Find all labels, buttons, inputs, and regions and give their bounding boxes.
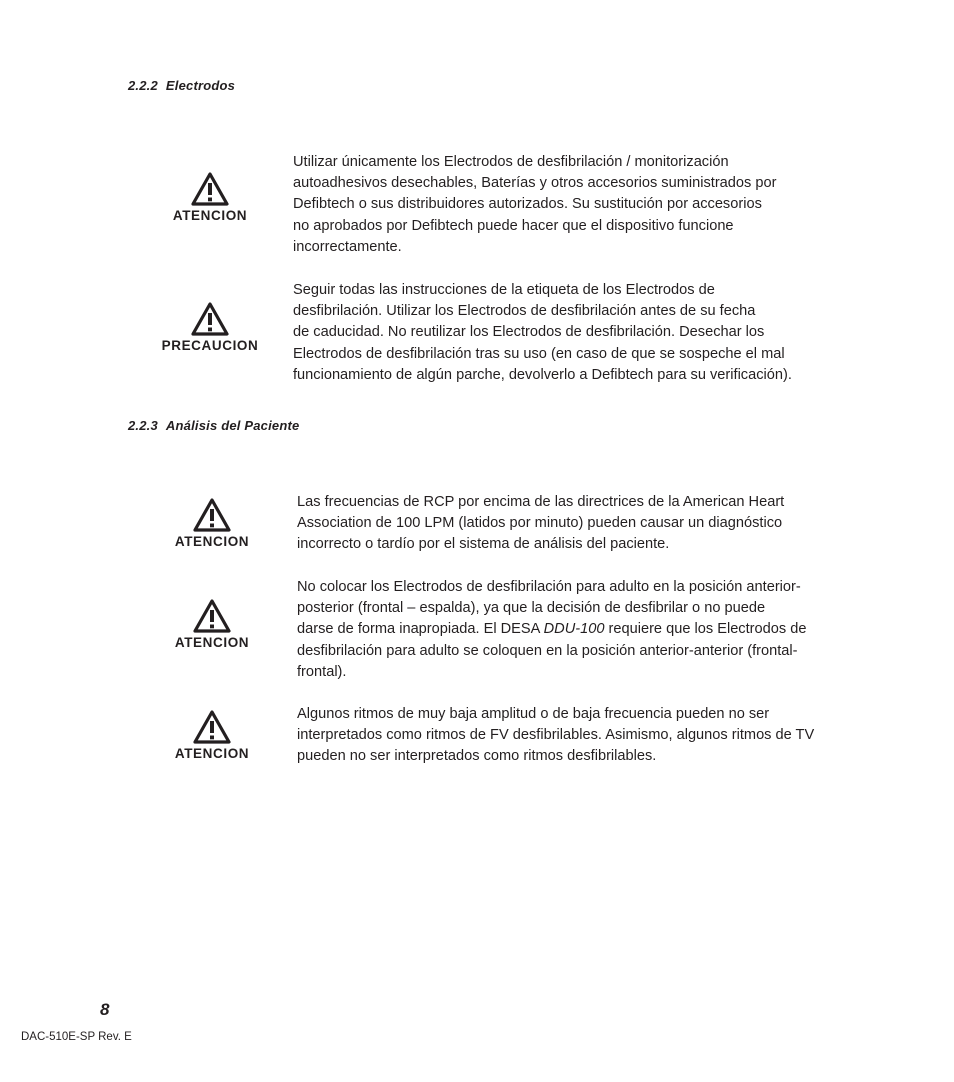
warning-label: ATENCION (174, 534, 250, 549)
warning-block (147, 498, 277, 549)
warning-triangle-icon (193, 710, 231, 744)
text-line: de caducidad. No reutilizar los Electrodos de desfibrilación. Desechar los (293, 324, 765, 341)
text-line: pueden no ser interpretados como ritmos desfibrilables. (297, 748, 657, 765)
warning-block (145, 172, 275, 223)
section-heading-analisis (128, 418, 299, 433)
section-title: Análisis del Paciente (165, 418, 300, 433)
warning-label: ATENCION (174, 635, 250, 650)
warning-triangle-icon (191, 302, 229, 336)
document-id: DAC-510E-SP Rev. E (21, 1031, 132, 1043)
text-line: Utilizar únicamente los Electrodos de desfibrilación / monitorización (293, 154, 729, 170)
text-line: Seguir todas las instrucciones de la etiqueta de los Electrodos de (293, 282, 715, 298)
text-line: funcionamiento de algún parche, devolverlo a Defibtech para su verificación). (293, 366, 792, 383)
text-line: incorrectamente. (293, 238, 402, 255)
section-title: Electrodos (165, 78, 236, 93)
text-fragment: requiere que los Electrodos de (604, 621, 807, 638)
text-line: desfibrilación. Utilizar los Electrodos de desfibrilación antes de su fecha (293, 303, 756, 320)
text-fragment: darse de forma inapropiada. El DESA (297, 621, 544, 638)
text-line: No colocar los Electrodos de desfibrilación para adulto en la posición anterior- (297, 579, 801, 595)
warning-text (293, 152, 776, 258)
caution-label: PRECAUCION (161, 338, 259, 353)
warning-text (297, 492, 784, 556)
warning-triangle-icon (193, 498, 231, 532)
warning-block (147, 599, 277, 650)
warning-text (297, 577, 806, 683)
text-line: Defibtech o sus distribuidores autorizados. Su sustitución por accesorios (293, 196, 762, 213)
warning-triangle-icon (193, 599, 231, 633)
page-number: 8 (100, 1000, 110, 1019)
caution-text (293, 280, 792, 386)
text-line: interpretados como ritmos de FV desfibrilables. Asimismo, algunos ritmos de TV (297, 727, 815, 744)
text-line: Algunos ritmos de muy baja amplitud o de baja frecuencia pueden no ser (297, 706, 770, 722)
text-line: Las frecuencias de RCP por encima de las directrices de la American Heart (297, 494, 785, 510)
text-line: Electrodos de desfibrilación tras su uso (en caso de que se sospeche el mal (293, 345, 785, 362)
caution-block (145, 302, 275, 353)
warning-label: ATENCION (174, 746, 250, 761)
section-number: 2.2.2 (128, 78, 158, 93)
section-heading-electrodos (128, 78, 235, 93)
text-line (297, 619, 806, 640)
warning-block (147, 710, 277, 761)
warning-text (297, 704, 814, 768)
product-name: DDU-100 (543, 621, 605, 638)
warning-label: ATENCION (172, 208, 248, 223)
text-line: autoadhesivos desechables, Baterías y otros accesorios suministrados por (293, 175, 777, 192)
text-line: posterior (frontal – espalda), ya que la decisión de desfibrilar o no puede (297, 600, 766, 617)
text-line: Association de 100 LPM (latidos por minuto) pueden causar un diagnóstico (297, 515, 783, 532)
text-line: incorrecto o tardío por el sistema de análisis del paciente. (297, 536, 670, 553)
text-line: no aprobados por Defibtech puede hacer que el dispositivo funcione (293, 217, 734, 234)
section-number: 2.2.3 (128, 418, 158, 433)
text-line: frontal). (297, 663, 347, 680)
text-line: desfibrilación para adulto se coloquen en la posición anterior-anterior (frontal- (297, 642, 798, 659)
warning-triangle-icon (191, 172, 229, 206)
